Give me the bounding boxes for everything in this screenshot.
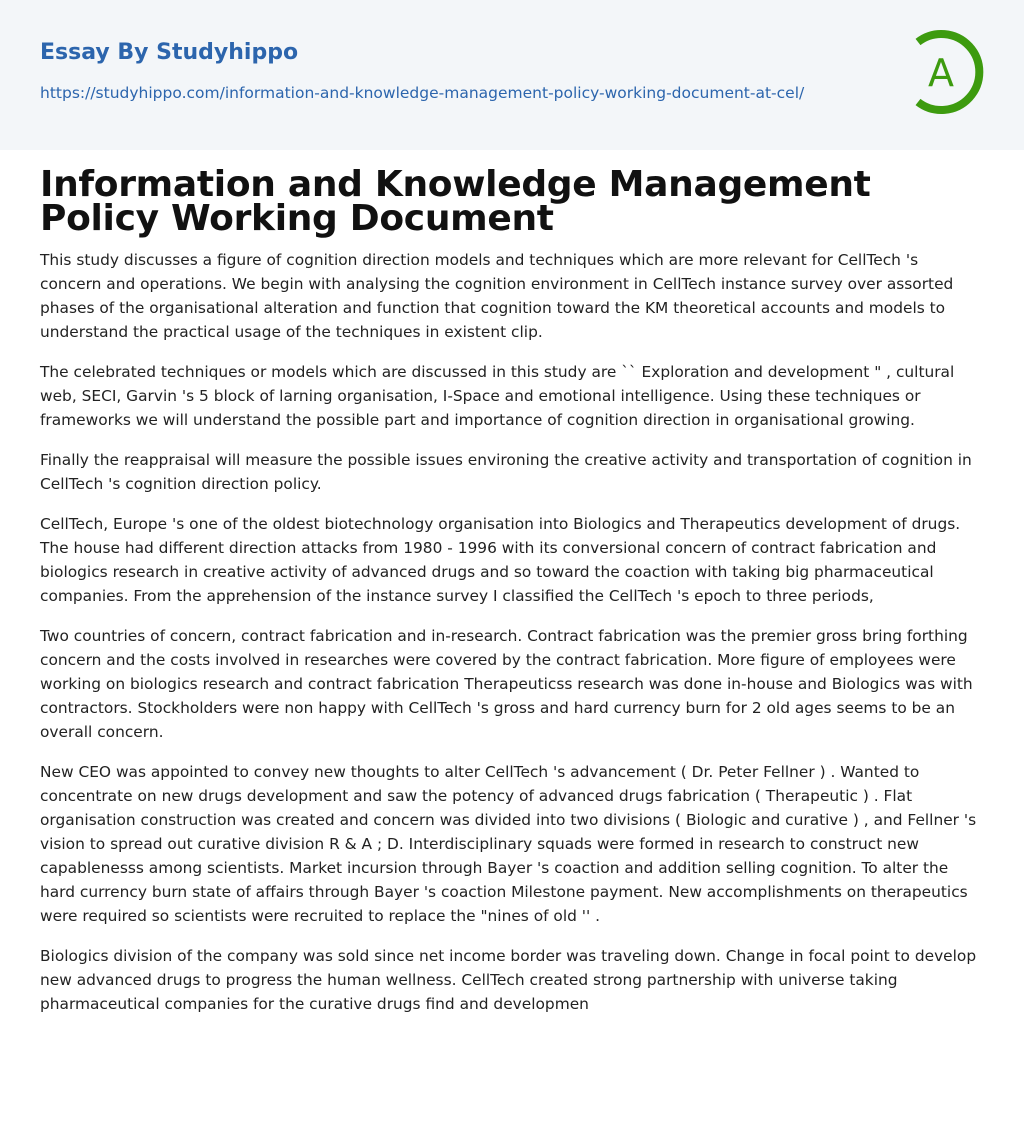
brand-title: Essay By Studyhippo bbox=[40, 40, 299, 65]
paragraph: Biologics division of the company was sold since net income border was traveling down. Change in focal point to develop new advanced drugs to progress the human wellness. CellTech created strong partnership with universe taking pharmaceutical companies for the curative drugs find and developmen bbox=[40, 947, 977, 1013]
paragraph: CellTech, Europe 's one of the oldest biotechnology organisation into Biologics and Therapeutics development of drugs. The house had different direction attacks from 1980 - 1996 with its conversional concern of contract fabrication and biologics research in creative activity of advanced drugs and so toward the coaction with taking big pharmaceutical companies. From the apprehension of the instance survey I classified the CellTech 's epoch to three periods, bbox=[40, 515, 961, 605]
paragraph: Two countries of concern, contract fabrication and in-research. Contract fabrication was the premier gross bring forthing concern and the costs involved in researches were covered by the contract fabrication. More figure of employees were working on biologics research and contract fabrication Therapeuticss research was done in-house and Biologics was with contractors. Stockholders were non happy with CellTech 's gross and hard currency burn for 2 old ages seems to be an overall concern. bbox=[40, 627, 973, 741]
svg-text:A: A bbox=[928, 51, 954, 95]
paragraph: Finally the reappraisal will measure the possible issues environing the creative activity and transportation of cognition in CellTech 's cognition direction policy. bbox=[40, 451, 972, 493]
studyhippo-logo-icon bbox=[900, 28, 988, 116]
essay-content bbox=[0, 150, 1024, 1016]
paragraph: New CEO was appointed to convey new thoughts to alter CellTech 's advancement ( Dr. Peter Fellner ) . Wanted to concentrate on new drugs development and saw the potency of advanced drugs fabrication ( Therapeutic ) . Flat organisation construction was created and concern was divided into two divisions ( Biologic and curative ) , and Fellner 's vision to spread out curative division R & A ; D. Interdisciplinary squads were formed in research to construct new capablenesss among scientists. Market incursion through Bayer 's coaction and addition selling cognition. To alter the hard currency burn state of affairs through Bayer 's coaction Milestone payment. New accomplishments on therapeutics were required so scientists were recruited to replace the "nines of old '' . bbox=[40, 763, 977, 925]
essay-url-link[interactable]: https://studyhippo.com/information-and-knowledge-management-policy-working-document-at-cel/ bbox=[40, 84, 805, 102]
paragraph: This study discusses a figure of cognition direction models and techniques which are more relevant for CellTech 's concern and operations. We begin with analysing the cognition environment in CellTech instance survey over assorted phases of the organisational alteration and function that cognition toward the KM theoretical accounts and models to understand the practical usage of the techniques in existent clip. bbox=[40, 251, 954, 341]
site-header bbox=[0, 0, 1024, 150]
page-title: Information and Knowledge Management Policy Working Document bbox=[40, 164, 871, 239]
paragraph: The celebrated techniques or models which are discussed in this study are `` Exploration and development " , cultural web, SECI, Garvin 's 5 block of larning organisation, I-Space and emotional intelligence. Using these techniques or frameworks we will understand the possible part and importance of cognition direction in organisational growing. bbox=[40, 363, 955, 429]
